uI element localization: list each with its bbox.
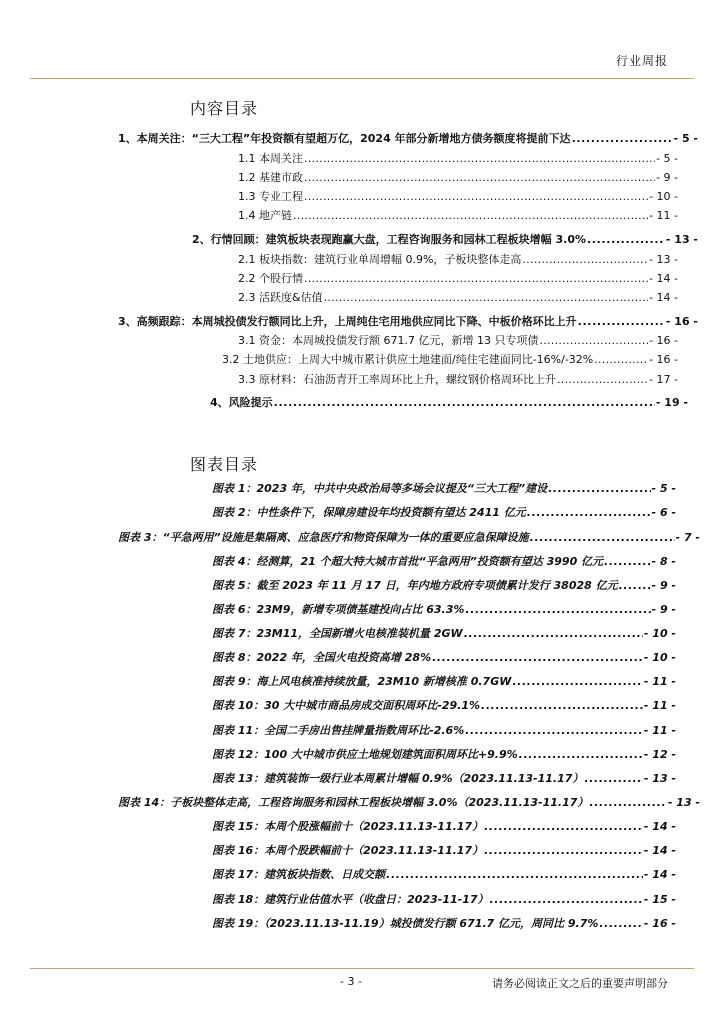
figure-entry-page: - 9 -: [651, 579, 676, 592]
figure-entry-page: - 10 -: [643, 651, 676, 664]
figure-entry[interactable]: [212, 772, 676, 786]
toc-entry[interactable]: [222, 353, 678, 367]
toc-entry-page: - 13 -: [649, 253, 678, 266]
figure-entry-label: 图表 18：建筑行业估值水平（收盘日：2023-11-17）: [212, 893, 489, 906]
figure-entry[interactable]: [212, 555, 676, 569]
toc-entry-label: 3、高频跟踪：本周城投债发行额同比上升，上周纯住宅用地供应同比下降、中板价格环比上升: [118, 315, 577, 328]
figure-entry[interactable]: [212, 917, 676, 931]
toc-entry-label: 2.3 活跃度&估值: [238, 291, 323, 304]
figure-entry-label: 图表 13：建筑装饰一级行业本周累计增幅 0.9%（2023.11.13-11.17）: [212, 772, 584, 785]
figure-entry[interactable]: [212, 844, 676, 858]
toc-entry-page: - 13 -: [665, 233, 698, 246]
toc-entry-label: 1、本周关注：“三大工程”年投资额有望超万亿，2024 年部分新增地方债务额度将提前下达: [118, 132, 571, 145]
figure-entry-page: - 8 -: [651, 555, 676, 568]
figure-entry-label: 图表 16：本周个股跌幅前十（2023.11.13-11.17）: [212, 844, 484, 857]
figure-entry-label: 图表 1：2023 年，中共中央政治局等多场会议提及“三大工程”建设: [212, 482, 548, 495]
toc-entry-page: - 16 -: [665, 315, 698, 328]
figure-entry-label: 图表 10：30 大中城市商品房成交面积周环比-29.1%: [212, 699, 481, 712]
footer-page-number: - 3 -: [340, 975, 362, 988]
toc-entry-label: 4、风险提示: [210, 396, 273, 409]
toc-entry[interactable]: [238, 291, 678, 305]
toc-entry[interactable]: [238, 171, 678, 185]
toc-entry-page: - 14 -: [649, 291, 678, 304]
figure-entry-label: 图表 3：“平急两用”设施是集隔离、应急医疗和物资保障为一体的重要应急保障设施: [118, 531, 529, 544]
figure-entry-label: 图表 2：中性条件下，保障房建设年均投资额有望达 2411 亿元: [212, 506, 526, 519]
figure-entry-page: - 14 -: [643, 820, 676, 833]
figure-entry[interactable]: [212, 482, 676, 496]
toc-entry[interactable]: [118, 132, 698, 146]
toc-entry-page: - 19 -: [655, 396, 688, 409]
figure-entry[interactable]: [212, 627, 676, 641]
figure-entry[interactable]: [212, 699, 676, 713]
figure-entry-page: - 11 -: [643, 699, 676, 712]
toc-entry-label: 1.1 本周关注: [238, 152, 303, 165]
figure-entry-page: - 14 -: [643, 868, 676, 881]
toc-entry[interactable]: [238, 253, 678, 267]
figure-entry-label: 图表 19：（2023.11.13-11.19）城投债发行额 671.7 亿元，周同比 9.7%: [212, 917, 599, 930]
toc-entry-label: 2.1 板块指数：建筑行业单周增幅 0.9%，子板块整体走高: [238, 253, 522, 266]
toc-entry[interactable]: [238, 209, 678, 223]
figure-entry-page: - 14 -: [643, 844, 676, 857]
toc-entry[interactable]: [238, 373, 678, 387]
figure-entry[interactable]: [118, 796, 700, 810]
toc-entry[interactable]: [238, 272, 678, 286]
toc-entry-page: - 14 -: [649, 272, 678, 285]
figure-entry[interactable]: [212, 724, 676, 738]
figure-entry-page: - 9 -: [651, 603, 676, 616]
toc-entry-page: - 16 -: [649, 353, 678, 366]
figure-entry[interactable]: [212, 579, 676, 593]
figure-entry-page: - 6 -: [651, 506, 676, 519]
toc-entry-label: 3.1 资金：本周城投债发行额 671.7 亿元，新增 13 只专项债: [238, 334, 539, 347]
figure-entry-label: 图表 5：截至 2023 年 11 月 17 日，年内地方政府专项债累计发行 38028 亿元: [212, 579, 618, 592]
figure-entry-label: 图表 12：100 大中城市供应土地规划建筑面积周环比+9.9%: [212, 748, 518, 761]
figure-entry-label: 图表 8：2022 年，全国火电投资高增 28%: [212, 651, 432, 664]
toc-entry[interactable]: [192, 233, 698, 247]
figure-entry[interactable]: [212, 675, 676, 689]
toc-entry-page: - 9 -: [656, 171, 678, 184]
header-rule: [30, 78, 694, 79]
figure-entry-page: - 10 -: [643, 627, 676, 640]
figure-entry[interactable]: [118, 531, 700, 545]
toc-entry-label: 1.4 地产链: [238, 209, 292, 222]
figure-entry-label: 图表 15：本周个股涨幅前十（2023.11.13-11.17）: [212, 820, 484, 833]
figure-entry[interactable]: [212, 603, 676, 617]
toc-entry-page: - 5 -: [656, 152, 678, 165]
toc-entry[interactable]: [118, 315, 698, 329]
toc-entry-page: - 5 -: [673, 132, 698, 145]
toc-entry[interactable]: [238, 190, 678, 204]
toc-entry-page: - 17 -: [649, 373, 678, 386]
figure-entry-page: - 13 -: [667, 796, 700, 809]
figure-entry-page: - 13 -: [643, 772, 676, 785]
figure-entry-page: - 12 -: [643, 748, 676, 761]
toc-entry-page: - 10 -: [649, 190, 678, 203]
figure-entry-label: 图表 7：23M11，全国新增火电核准装机量 2GW: [212, 627, 463, 640]
toc-entry-label: 2.2 个股行情: [238, 272, 303, 285]
figure-entry-page: - 5 -: [651, 482, 676, 495]
figure-entry-label: 图表 9：海上风电核准持续放量，23M10 新增核准 0.7GW: [212, 675, 512, 688]
toc-entry-label: 3.3 原材料：石油沥青开工率周环比上升，螺纹钢价格周环比上升: [238, 373, 556, 386]
figure-entry-page: - 15 -: [643, 893, 676, 906]
figure-entry-page: - 7 -: [675, 531, 700, 544]
figure-entry-page: - 11 -: [643, 675, 676, 688]
header-tag: 行业周报: [615, 54, 668, 68]
figure-entry[interactable]: [212, 868, 676, 882]
toc-entry[interactable]: [210, 396, 688, 410]
figure-entry-label: 图表 17：建筑板块指数、日成交额: [212, 868, 386, 881]
figures-title: 图表目录: [190, 455, 259, 474]
figure-entry[interactable]: [212, 651, 676, 665]
toc-entry-label: 1.2 基建市政: [238, 171, 303, 184]
figure-entry[interactable]: [212, 506, 676, 520]
toc-title: 内容目录: [190, 99, 259, 118]
toc-entry[interactable]: [238, 334, 678, 348]
footer-rule: [30, 968, 694, 969]
toc-entry[interactable]: [238, 152, 678, 166]
footer-disclaimer: 请务必阅读正文之后的重要声明部分: [492, 977, 668, 990]
figure-entry[interactable]: [212, 748, 676, 762]
figure-entry-label: 图表 6：23M9，新增专项债基建投向占比 63.3%: [212, 603, 465, 616]
figure-entry[interactable]: [212, 820, 676, 834]
toc-entry-label: 1.3 专业工程: [238, 190, 303, 203]
figure-entry-label: 图表 11：全国二手房出售挂牌量指数周环比-2.6%: [212, 724, 465, 737]
toc-entry-page: - 16 -: [649, 334, 678, 347]
figure-entry-page: - 11 -: [643, 724, 676, 737]
figure-entry-page: - 16 -: [643, 917, 676, 930]
figure-entry-label: 图表 4：经测算，21 个超大特大城市首批“平急两用”投资额有望达 3990 亿元: [212, 555, 604, 568]
figure-entry[interactable]: [212, 893, 676, 907]
toc-entry-label: 2、行情回顾：建筑板块表现跑赢大盘，工程咨询服务和园林工程板块增幅 3.0%: [192, 233, 586, 246]
toc-entry-page: - 11 -: [649, 209, 678, 222]
figure-entry-label: 图表 14：子板块整体走高，工程咨询服务和园林工程板块增幅 3.0%（2023.11.13-11.17）: [118, 796, 589, 809]
toc-entry-label: 3.2 土地供应：上周大中城市累计供应土地建面/纯住宅建面同比-16%/-32%: [222, 353, 594, 366]
